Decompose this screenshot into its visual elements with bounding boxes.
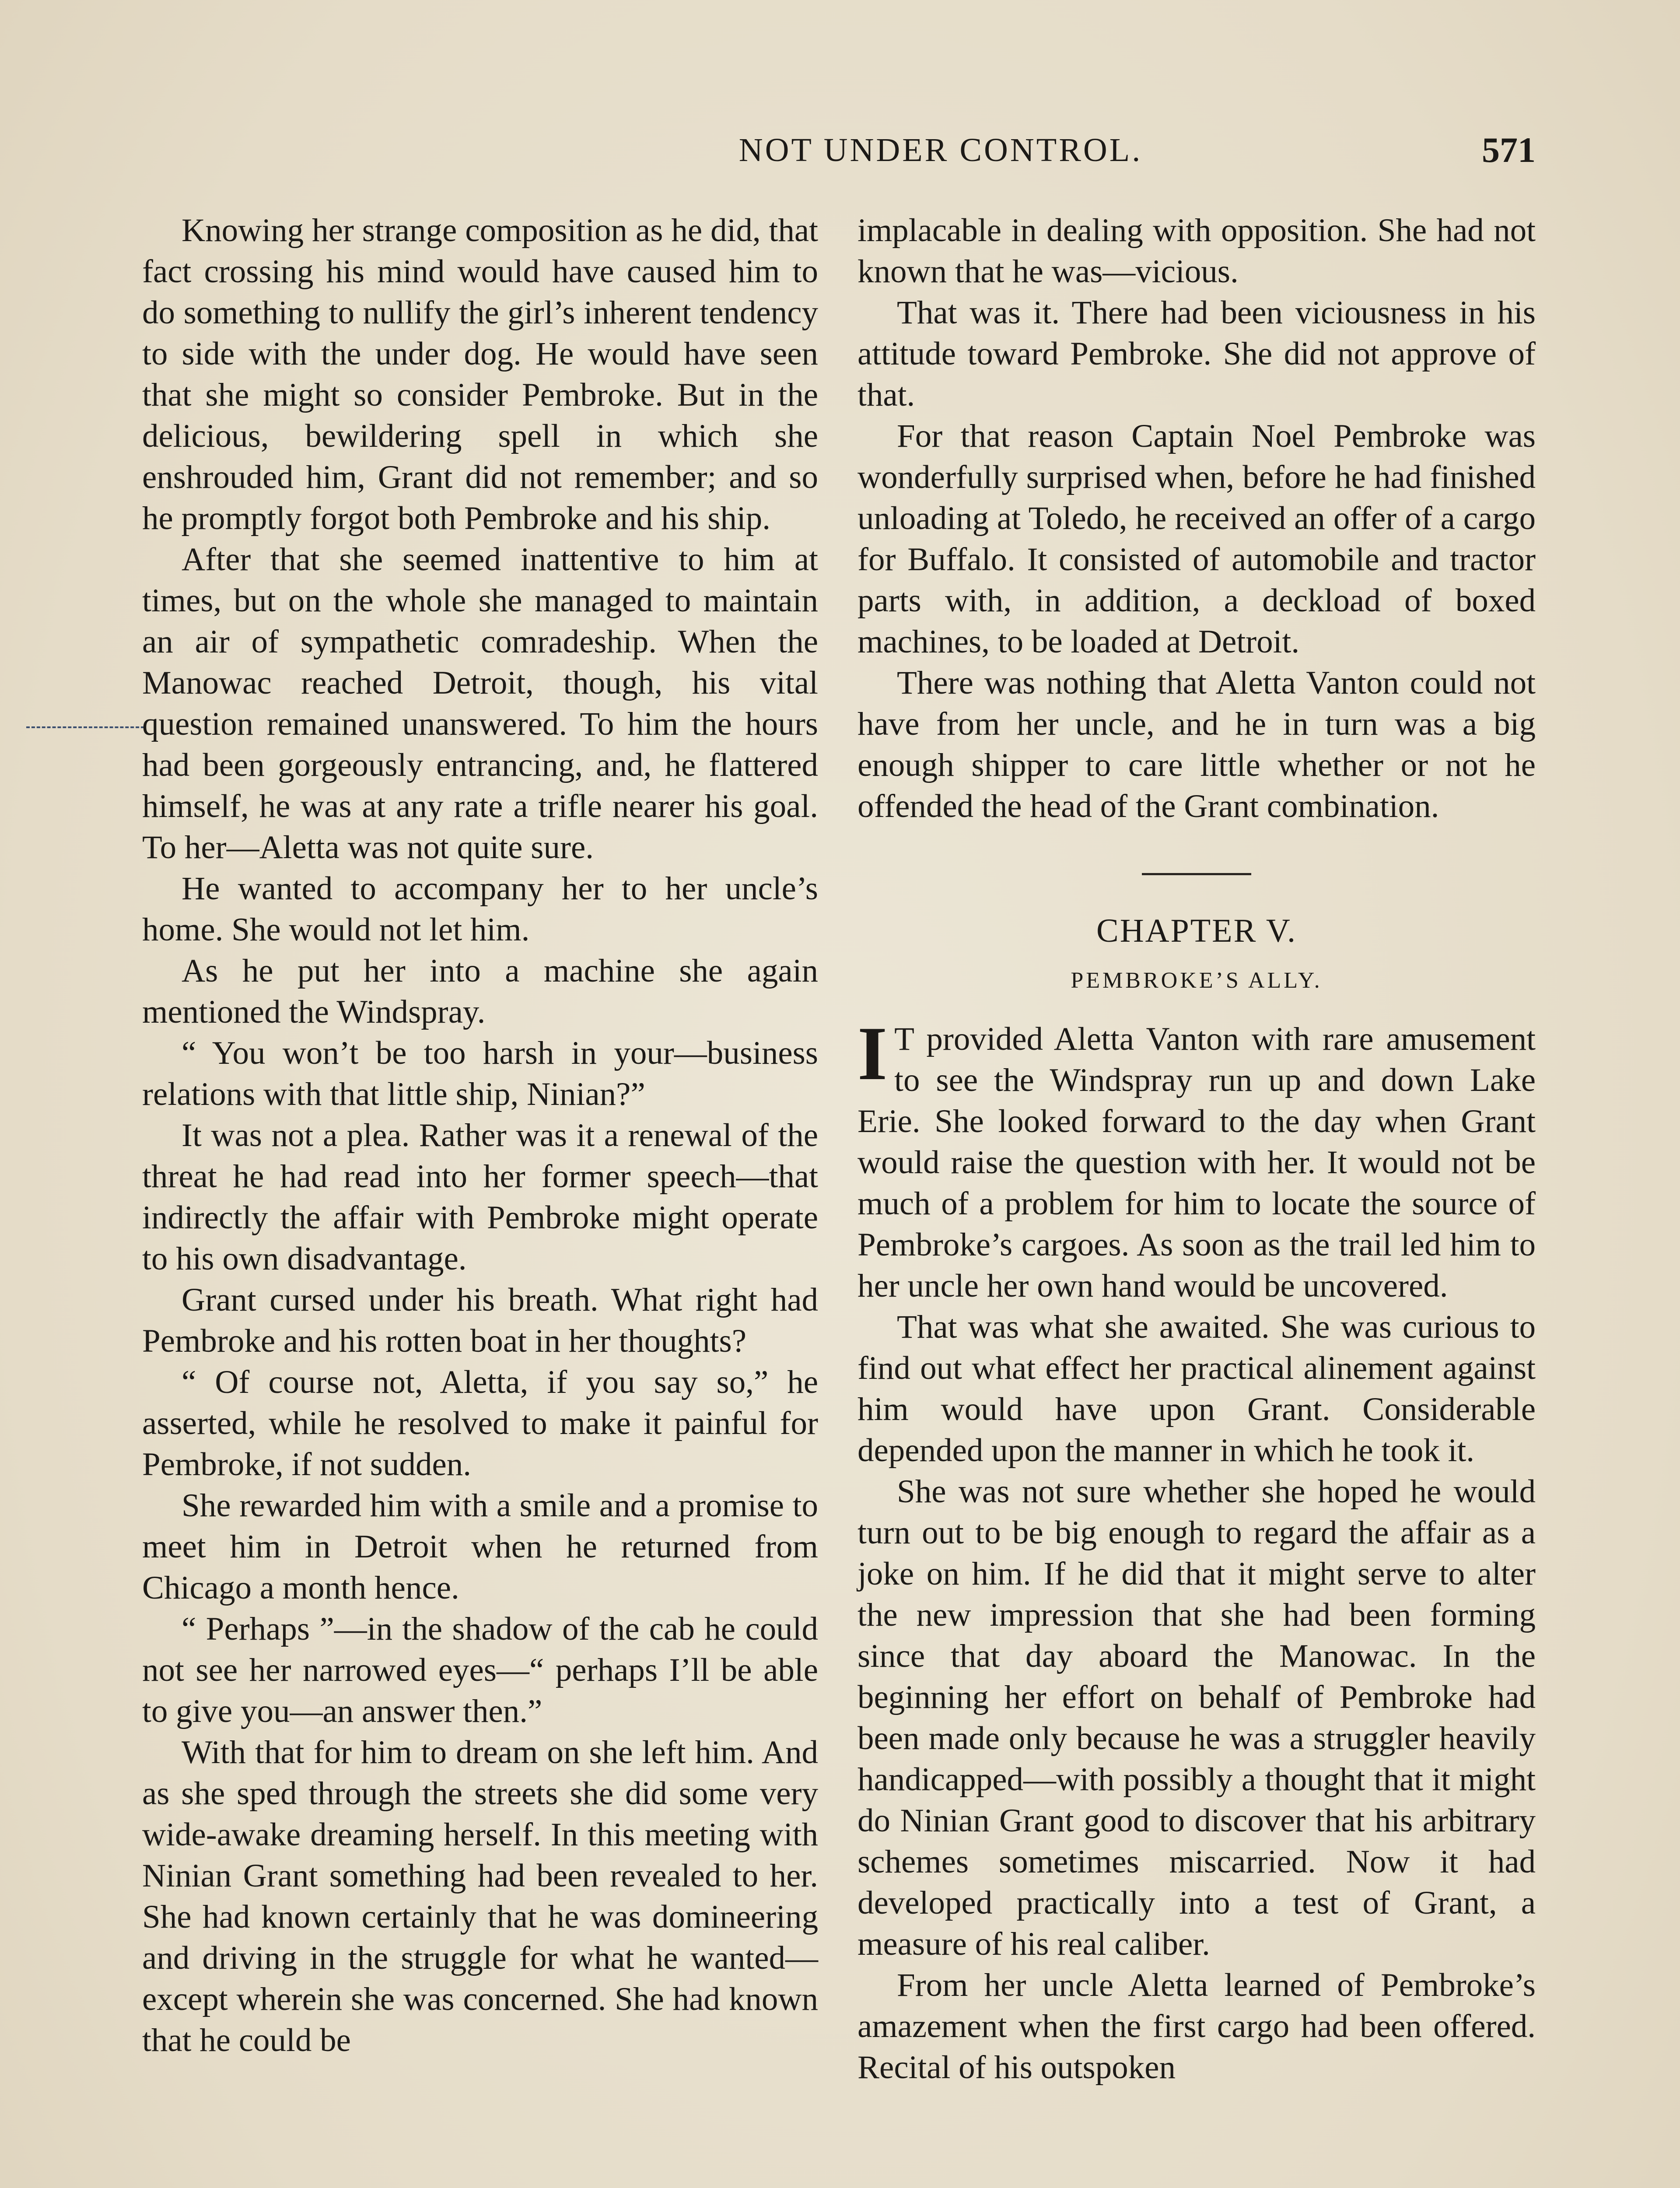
paragraph: She rewarded him with a smile and a promise to meet him in Detroit when he returned from Chicago a month hence. [142, 1487, 818, 1606]
paragraph: There was nothing that Aletta Vanton could not have from her uncle, and he in turn was a big enough shipper to care little whether or not he offended the head of the Grant combination. [858, 665, 1536, 824]
running-title: NOT UNDER CONTROL. [738, 132, 1143, 168]
paragraph: “ You won’t be too harsh in your—business relations with that little ship, Ninian?” [142, 1035, 818, 1112]
paragraph: She was not sure whether she hoped he would turn out to be big enough to regard the affair as a joke on him. If he did that it might serve to alter the new impression that she had been forming since that day aboard the Manowac. In the beginning her effort on behalf of Pembroke had been made only because he was a struggler heavily handicapped—with possibly a thought that it might do Ninian Grant good to discover that his arbitrary schemes sometimes miscarried. Now it had developed practically into a test of Grant, a measure of his real caliber. [858, 1473, 1536, 1962]
right-column [858, 210, 1536, 2088]
opening-paragraph [858, 1011, 1536, 1307]
continued-paragraph: implacable in dealing with opposition. She had not known that he was—vicious. [858, 212, 1536, 290]
paragraph: “ Perhaps ”—in the shadow of the cab he could not see her narrowed eyes—“ perhaps I’ll be able to give you—an answer then.” [142, 1611, 818, 1729]
paragraph: “ Of course not, Aletta, if you say so,” he asserted, while he resolved to make it painful for Pembroke, if not sudden. [142, 1364, 818, 1483]
paragraph: After that she seemed inattentive to him at times, but on the whole she managed to maintain an air of sympathetic comradeship. When the Manowac reached Detroit, though, his vital question remained unanswered. To him the hours had been gorgeously entrancing, and, he flattered himself, he was at any rate a trifle nearer his goal. To her—Aletta was not quite sure. [142, 541, 818, 866]
paragraph: For that reason Captain Noel Pembroke was wonderfully surprised when, before he had finished unloading at Toledo, he received an offer of a cargo for Buffalo. It consisted of automobile and tractor parts with, in addition, a deckload of boxed machines, to be loaded at Detroit. [858, 418, 1536, 660]
paragraph: He wanted to accompany her to her uncle’s home. She would not let him. [142, 870, 818, 948]
margin-pen-mark [26, 726, 144, 728]
paragraph: Grant cursed under his breath. What right had Pembroke and his rotten boat in her thoughts? [142, 1282, 818, 1359]
drop-cap: I [858, 1011, 888, 1096]
left-column [142, 210, 818, 2061]
page-number: 571 [1482, 130, 1536, 170]
chapter-subtitle: PEMBROKE’S ALLY. [1071, 968, 1323, 993]
opening-text: T provided Aletta Vanton with rare amusement to see the Windspray run up and down Lake Erie. She looked forward to the day when Grant would raise the question with her. It would not be much of a problem for him to locate the source of Pembroke’s cargoes. As soon as the trail led him to her uncle her own hand would be uncovered. [858, 1021, 1536, 1304]
paragraph: With that for him to dream on she left him. And as she sped through the streets she did some very wide-awake dreaming herself. In this meeting with Ninian Grant something had been revealed to her. She had known certainly that he was domineering and driving in the struggle for what he wanted—except wherein she was concerned. She had known that he could be [142, 1734, 818, 2058]
chapter-heading: CHAPTER V. [1096, 912, 1297, 949]
section-rule [1142, 873, 1251, 875]
paragraph: As he put her into a machine she again mentioned the Windspray. [142, 953, 818, 1030]
paragraph: That was what she awaited. She was curious to find out what effect her practical alinement against him would have upon Grant. Considerable depended upon the manner in which he took it. [858, 1309, 1536, 1469]
paragraph: It was not a plea. Rather was it a renewal of the threat he had read into her former speech—that indirectly the affair with Pembroke might operate to his own disadvantage. [142, 1117, 818, 1277]
paragraph: That was it. There had been viciousness in his attitude toward Pembroke. She did not approve of that. [858, 295, 1536, 413]
paragraph: Knowing her strange composition as he did, that fact crossing his mind would have caused him to do something to nullify the girl’s inherent tendency to side with the under dog. He would have seen that she might so consider Pembroke. But in the delicious, bewildering spell in which she enshrouded him, Grant did not remember; and so he promptly forgot both Pembroke and his ship. [142, 212, 818, 536]
paragraph: From her uncle Aletta learned of Pembroke’s amazement when the first cargo had been offered. Recital of his outspoken [858, 1967, 1536, 2086]
